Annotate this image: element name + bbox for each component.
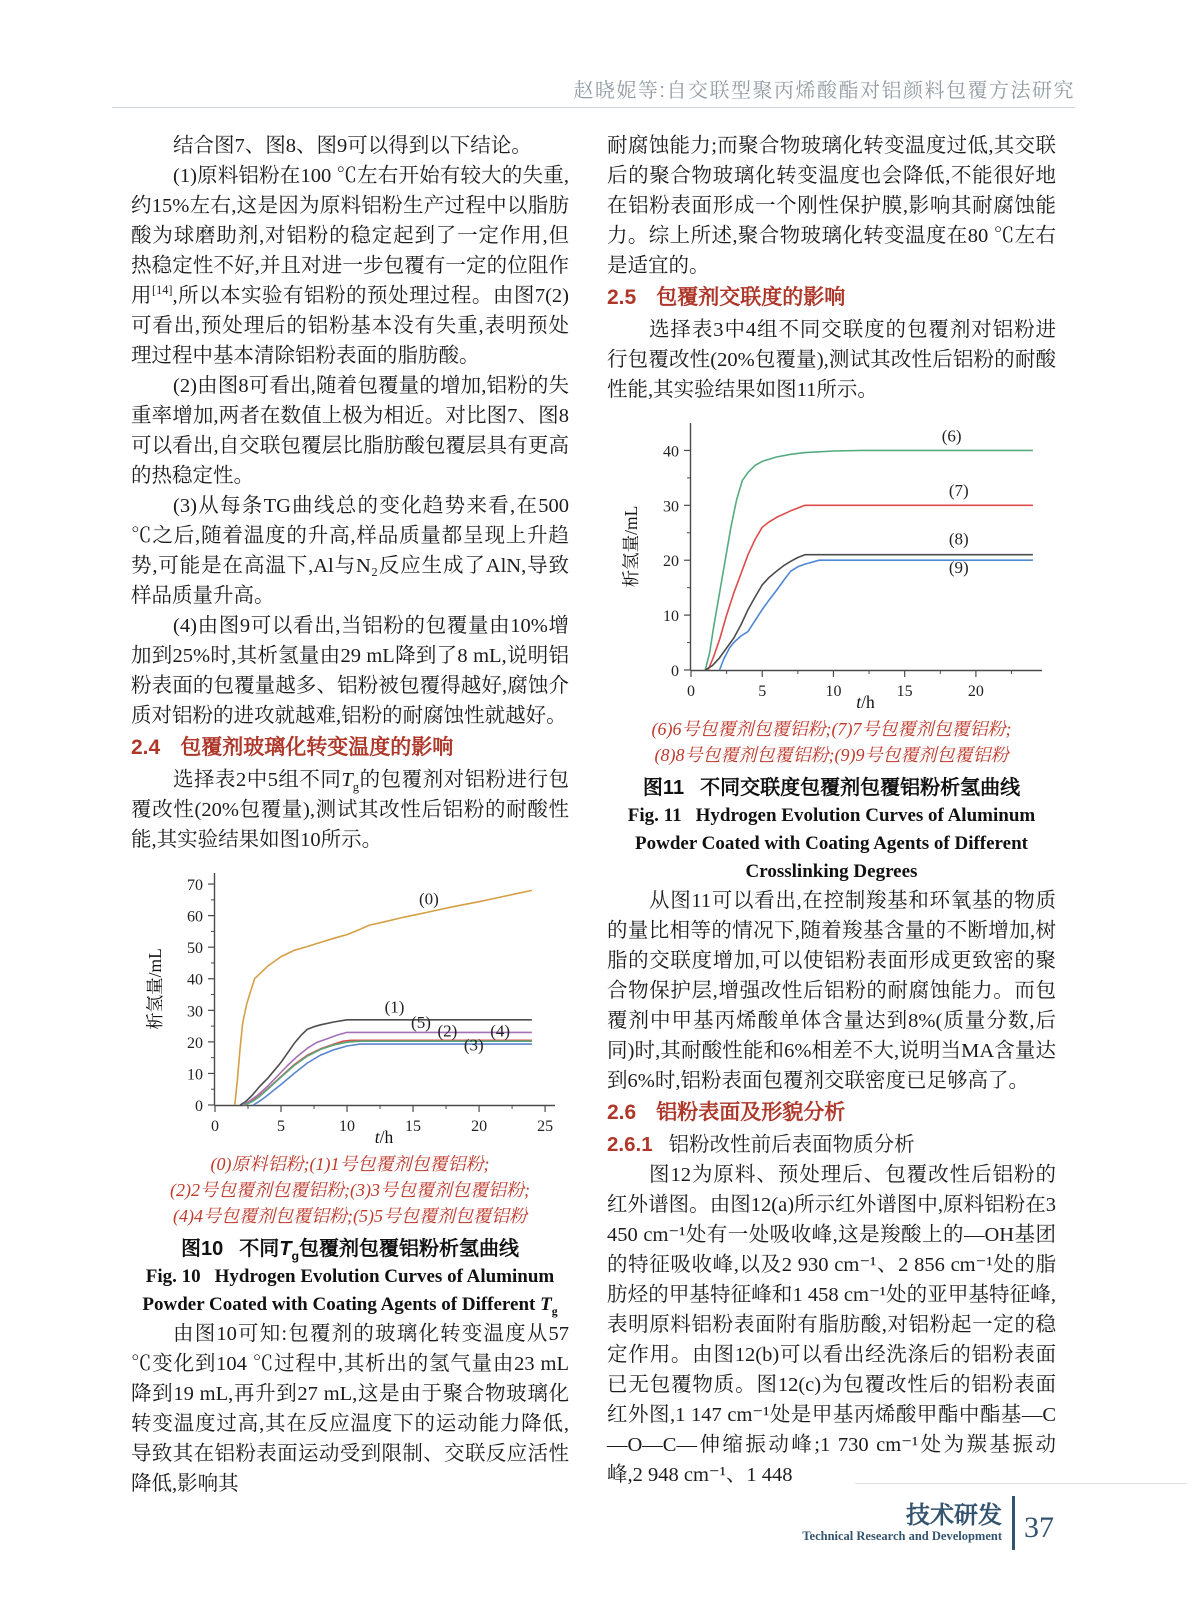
y-axis-title: 析氢量/mL	[145, 948, 165, 1030]
footer-rule	[855, 1483, 1187, 1484]
figure-title-text: 包覆剂包覆铝粉析氢曲线	[299, 1238, 520, 1260]
figure-number: 图11	[642, 777, 685, 799]
curve-label: (5)	[411, 1012, 431, 1032]
section-heading-2-6	[607, 1098, 1056, 1128]
y-axis-title: 析氢量/mL	[621, 505, 641, 588]
x-tick-label: 0	[211, 1118, 219, 1135]
figure-10-block	[131, 861, 569, 1319]
curve-label: (7)	[948, 481, 969, 501]
x-tick-label: 15	[405, 1118, 422, 1135]
paragraph: 选择表3中4组不同交联度的包覆剂对铝粉进行包覆改性(20%包覆量),测试其改性后铝粉的耐酸性能,其实验结果如图11所示。	[607, 319, 1056, 401]
x-tick-label: 20	[471, 1118, 488, 1135]
figure-title-text: 不同	[239, 1238, 280, 1260]
figure-number-en: Fig. 10	[145, 1266, 201, 1287]
figure-11-block	[607, 411, 1056, 886]
y-tick-label: 30	[187, 1003, 203, 1021]
x-tick-label: 0	[687, 683, 695, 700]
section-heading-2-6-1	[607, 1130, 1056, 1160]
curve-label: (1)	[384, 997, 405, 1017]
paragraph: 结合图7、图8、图9可以得到以下结论。	[173, 135, 532, 157]
y-tick-label: 0	[671, 663, 679, 680]
curve-(7) 7号包覆剂包覆铝粉	[708, 505, 1033, 670]
section-number: 2.6	[607, 1101, 637, 1124]
x-tick-label: 5	[277, 1118, 286, 1135]
curve-(8) 8号包覆剂包覆铝粉	[705, 555, 1033, 670]
curve-label: (8)	[948, 529, 969, 549]
paragraph: 从图11可以看出,在控制羧基和环氧基的物质的量比相等的情况下,随着羧基含量的不断增加,树脂的交联度增加,可以使铝粉表面形成更致密的聚合物保护层,增强改性后铝粉的耐腐蚀能力。而包覆剂中甲基丙烯酸单体含量达到8%(质量分数,后同)时,其耐酸性能和6%相差不大,说明当MA含量达到6%时,铝粉表面包覆剂交联密度已足够高了。	[607, 890, 1056, 1092]
section-title: 铝粉改性前后表面物质分析	[668, 1133, 915, 1156]
column-left	[131, 131, 569, 1499]
figure-11-caption-line: (8)8号包覆剂包覆铝粉;(9)9号包覆剂包覆铝粉	[654, 745, 1009, 765]
footer-section-en: Technical Research and Development	[802, 1528, 1002, 1543]
figure-10-title-cn	[131, 1235, 569, 1263]
header-rule	[112, 107, 1075, 108]
curve-label: (3)	[463, 1035, 484, 1055]
paragraph: (2)由图8可看出,随着包覆量的增加,铝粉的失重率增加,两者在数值上极为相近。对比图7、图8可以看出,自交联包覆层比脂肪酸包覆层具有更高的热稳定性。	[131, 375, 569, 487]
curve-(0) 原料铝粉	[235, 890, 532, 1105]
curve-(5) 5号包覆剂包覆铝粉	[243, 1032, 532, 1105]
tg-subscript: g	[352, 780, 360, 795]
curve-(3) 3号包覆剂包覆铝粉	[253, 1044, 532, 1105]
figure-title-text: 不同交联度包覆剂包覆铝粉析氢曲线	[700, 777, 1021, 799]
paragraph: 由图10可知:包覆剂的玻璃化转变温度从57 ℃变化到104 ℃过程中,其析出的氢气量由23 mL降到19 mL,再升到27 mL,这是由于聚合物玻璃化转变温度过高,其在反应温度下的运动能力降低,导致其在铝粉表面运动受到限制、交联反应活性降低,影响其	[131, 1323, 569, 1495]
figure-title-text-en: Hydrogen Evolution Curves of Aluminum Powder Coated with Coating Agents of Different	[142, 1266, 555, 1315]
footer-section-cn: 技术研发	[906, 1501, 1002, 1529]
x-tick-label: 5	[758, 683, 767, 700]
tg-symbol: T	[341, 769, 353, 791]
figure-11-caption-line: (6)6号包覆剂包覆铝粉;(7)7号包覆剂包覆铝粉;	[651, 719, 1012, 739]
paragraph: (3)从每条TG曲线总的变化趋势来看,在500 ℃之后,随着温度的升高,样品质量都呈现上升趋势,可能是在高温下,Al与N₂反应生成了AlN,导致样品质量升高。	[131, 495, 569, 607]
paragraph	[131, 161, 569, 371]
y-tick-label: 20	[663, 553, 679, 571]
tg-symbol: T	[279, 1238, 292, 1260]
y-tick-label: 40	[663, 443, 679, 461]
figure-title-text-en: Hydrogen Evolution Curves of Aluminum Powder Coated with Coating Agents of Different Crosslinking Degrees	[635, 805, 1036, 882]
y-tick-label: 0	[195, 1098, 203, 1115]
y-tick-label: 10	[187, 1066, 203, 1084]
tg-subscript: g	[291, 1249, 300, 1263]
reference-superscript: [14]	[152, 283, 173, 298]
y-tick-label: 40	[187, 971, 203, 989]
figure-10-caption-line: (0)原料铝粉;(1)1号包覆剂包覆铝粉;	[210, 1154, 490, 1174]
section-number: 2.5	[607, 286, 637, 309]
page-number: 37	[1024, 1511, 1054, 1544]
curve-(4) 4号包覆剂包覆铝粉	[244, 1041, 532, 1105]
x-axis-title: t/h	[374, 1127, 394, 1147]
curve-label: (6)	[941, 426, 962, 446]
paragraph: 耐腐蚀能力;而聚合物玻璃化转变温度过低,其交联后的聚合物玻璃化转变温度也会降低,不能很好地在铝粉表面形成一个刚性保护膜,影响其耐腐蚀能力。综上所述,聚合物玻璃化转变温度在80 ℃左右是适宜的。	[607, 135, 1056, 277]
figure-10-chart	[131, 861, 569, 1151]
y-tick-label: 10	[663, 608, 679, 626]
footer-section	[802, 1503, 1002, 1544]
curve-label: (9)	[948, 557, 969, 577]
y-tick-label: 30	[663, 498, 679, 516]
x-tick-label: 15	[896, 683, 913, 700]
x-tick-label: 20	[967, 683, 984, 700]
curve-label: (0)	[418, 889, 439, 909]
y-tick-label: 50	[187, 940, 203, 958]
figure-number: 图10	[180, 1238, 224, 1260]
y-tick-label: 20	[187, 1034, 203, 1052]
section-title: 包覆剂玻璃化转变温度的影响	[180, 736, 454, 759]
curve-label: (2)	[437, 1021, 458, 1041]
curve-label: (4)	[490, 1021, 511, 1041]
section-title: 包覆剂交联度的影响	[656, 286, 846, 309]
figure-number-en: Fig. 11	[627, 805, 682, 826]
section-heading-2-4	[131, 733, 569, 763]
x-tick-label: 10	[825, 683, 842, 700]
paragraph-text: (1)原料铝粉在100 ℃左右开始有较大的失重,约15%左右,这是因为原料铝粉生产过程中以脂肪酸为球磨助剂,对铝粉的稳定起到了一定作用,但热稳定性不好,并且对进一步包覆有一定的位阻作用	[131, 165, 569, 307]
footer-divider-bar	[1012, 1496, 1015, 1550]
tg-symbol: T	[540, 1294, 552, 1315]
x-tick-label: 25	[537, 1118, 554, 1135]
paragraph-text: ,所以本实验有铝粉的预处理过程。由图7(2)可看出,预处理后的铝粉基本没有失重,表明预处理过程中基本清除铝粉表面的脂肪酸。	[131, 285, 570, 367]
paragraph: 图12为原料、预处理后、包覆改性后铝粉的红外谱图。由图12(a)所示红外谱图中,原料铝粉在3 450 cm⁻¹处有一处吸收峰,这是羧酸上的—OH基团的特征吸收峰,以及2 930 cm⁻¹、2 856 cm⁻¹处的脂肪烃的甲基特征峰和1 458 cm⁻¹处的亚甲基特征峰,表明原料铝粉表面附有脂肪酸,对铝粉起一定的稳定作用。由图12(b)可以看出经洗涤后的铝粉表面已无包覆物质。图12(c)为包覆改性后的铝粉表面红外图,1 147 cm⁻¹处是甲基丙烯酸甲酯中酯基—C—O—C—伸缩振动峰;1 730 cm⁻¹处为羰基振动峰,2 948 cm⁻¹、1 448	[607, 1164, 1056, 1486]
figure-10-caption-line: (4)4号包覆剂包覆铝粉;(5)5号包覆剂包覆铝粉	[173, 1206, 527, 1226]
x-axis-title: t/h	[856, 692, 875, 712]
curve-(9) 9号包覆剂包覆铝粉	[720, 557, 1033, 670]
paragraph-text: 的包覆剂对铝粉进行包覆改性(20%包覆量),测试其改性后铝粉的耐酸性能,其实验结果如图10所示。	[131, 769, 570, 851]
figure-10-caption-line: (2)2号包覆剂包覆铝粉;(3)3号包覆剂包覆铝粉;	[170, 1180, 530, 1200]
figure-11-chart	[607, 411, 1056, 716]
figure-11-title-cn	[607, 774, 1056, 802]
paragraph	[131, 765, 569, 855]
figure-10-title-en	[131, 1263, 569, 1319]
paragraph-text: 选择表2中5组不同	[173, 769, 342, 791]
x-tick-label: 10	[339, 1118, 356, 1135]
running-head: 赵晓妮等:自交联型聚丙烯酸酯对铝颜料包覆方法研究	[573, 80, 1075, 102]
paragraph: (4)由图9可以看出,当铝粉的包覆量由10%增加到25%时,其析氢量由29 mL降到了8 mL,说明铝粉表面的包覆量越多、铝粉被包覆得越好,腐蚀介质对铝粉的进攻就越难,铝粉的耐腐蚀性就越好。	[131, 615, 569, 727]
section-number: 2.6.1	[607, 1133, 653, 1156]
tg-subscript: g	[551, 1304, 558, 1318]
curve-(2) 2号包覆剂包覆铝粉	[245, 1040, 532, 1105]
section-heading-2-5	[607, 283, 1056, 313]
y-tick-label: 70	[187, 877, 203, 895]
section-number: 2.4	[131, 736, 161, 759]
column-right	[607, 131, 1056, 1490]
y-tick-label: 60	[187, 908, 203, 926]
section-title: 铝粉表面及形貌分析	[656, 1101, 846, 1124]
figure-11-title-en	[607, 802, 1056, 886]
footer	[802, 1496, 1054, 1550]
